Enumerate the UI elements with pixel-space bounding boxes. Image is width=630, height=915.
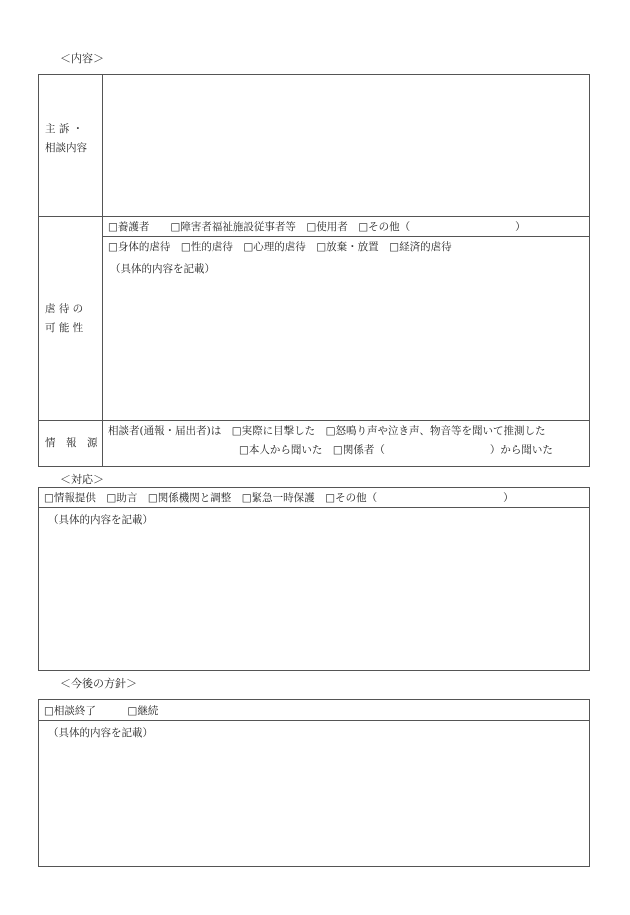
response-detail-hint: （具体的内容を記載） bbox=[48, 514, 153, 526]
abuse-type-options[interactable]: □身体的虐待 □性的虐待 □心理的虐待 □放棄・放置 □経済的虐待 bbox=[108, 241, 452, 253]
policy-detail-hint: （具体的内容を記載） bbox=[48, 727, 153, 739]
perpetrator-options[interactable]: □養護者 □障害者福祉施設従事者等 □使用者 □その他（ ） bbox=[108, 221, 526, 233]
source-line2[interactable]: □本人から聞いた □関係者（ ）から聞いた bbox=[239, 444, 553, 456]
policy-divider bbox=[38, 720, 590, 721]
complaint-label-line1: 主 訴 ・ bbox=[45, 123, 84, 135]
abuse-label-line2: 可 能 性 bbox=[45, 322, 84, 334]
source-label: 情 報 源 bbox=[45, 437, 98, 449]
content-section-title: ＜内容＞ bbox=[60, 52, 104, 65]
source-line1[interactable]: 相談者(通報・届出者)は □実際に目撃した □怒鳴り声や泣き声、物音等を聞いて推測した bbox=[108, 425, 546, 437]
row-divider-perpetrator bbox=[102, 236, 590, 237]
response-options[interactable]: □情報提供 □助言 □関係機関と調整 □緊急一時保護 □その他（ ） bbox=[44, 492, 514, 504]
abuse-label-line1: 虐 待 の bbox=[45, 303, 84, 315]
content-table-divider bbox=[102, 74, 103, 467]
row-divider-abuse bbox=[38, 420, 590, 421]
row-divider-complaint bbox=[38, 216, 590, 217]
policy-table bbox=[38, 699, 590, 867]
response-section-title: ＜対応＞ bbox=[60, 473, 104, 486]
response-divider bbox=[38, 507, 590, 508]
policy-options[interactable]: □相談終了 □継続 bbox=[44, 705, 159, 717]
complaint-label-line2: 相談内容 bbox=[45, 142, 87, 154]
abuse-detail-hint: （具体的内容を記載） bbox=[110, 263, 215, 275]
policy-section-title: ＜今後の方針＞ bbox=[60, 677, 137, 690]
complaint-content-area[interactable] bbox=[104, 76, 588, 214]
